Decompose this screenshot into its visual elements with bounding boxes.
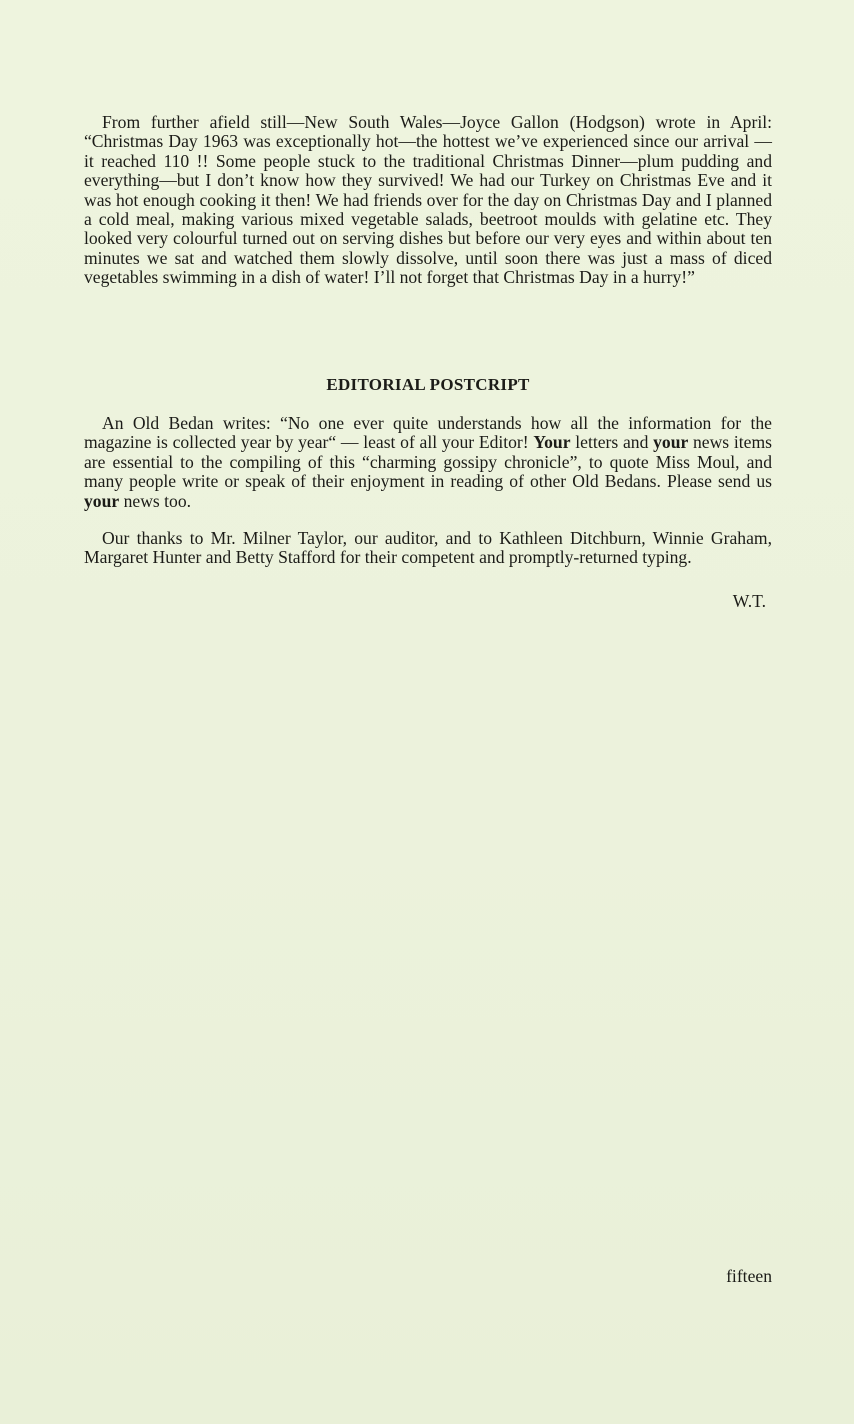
editorial-text-4: news too. (119, 490, 192, 511)
thanks-paragraph: Our thanks to Mr. Milner Taylor, our auditor, and to Kathleen Ditchburn, Winnie Graham, Margaret Hunter and Betty Stafford for their competent and promptly-returned typing. (84, 528, 772, 568)
section-heading: EDITORIAL POSTCRIPT (326, 375, 530, 394)
editorial-paragraph (84, 414, 772, 511)
editorial-emphasis-3: your (84, 490, 120, 511)
editorial-text-3: news items are essential to the compiling of this “charming gossipy chronicle”, to quote Miss Moul, and many people write or speak of their enjoyment in reading of other Old Bedans. Please send us (84, 432, 772, 492)
editorial-text-1: An Old Bedan writes: “No one ever quite understands how all the information for the magazine is collected year by year“ — least of all your Editor! (84, 413, 772, 453)
editorial-text-2: letters and (570, 432, 654, 453)
editorial-emphasis-1: Your (533, 432, 571, 453)
editor-signature: W.T. (732, 591, 766, 611)
editorial-emphasis-2: your (653, 432, 689, 453)
page-number: fifteen (726, 1266, 772, 1286)
letter-paragraph: From further afield still—New South Wales—Joyce Gallon (Hodgson) wrote in April: “Christmas Day 1963 was exceptionally hot—the hottest we’ve experienced since our arrival — it reached 110 !! Some people stuck to the traditional Christmas Dinner—plum pudding and everything—but I don’t know how they survived! We had our Turkey on Christmas Eve and it was hot enough cooking it then! We had friends over for the day on Christmas Day and I planned a cold meal, making various mixed vegetable salads, beetroot moulds with gelatine etc. They looked very colourful turned out on serving dishes but before our very eyes and within about ten minutes we sat and watched them slowly dissolve, until soon there was just a mass of diced vegetables swimming in a dish of water! I’ll not forget that Christmas Day in a hurry!” (84, 112, 772, 288)
